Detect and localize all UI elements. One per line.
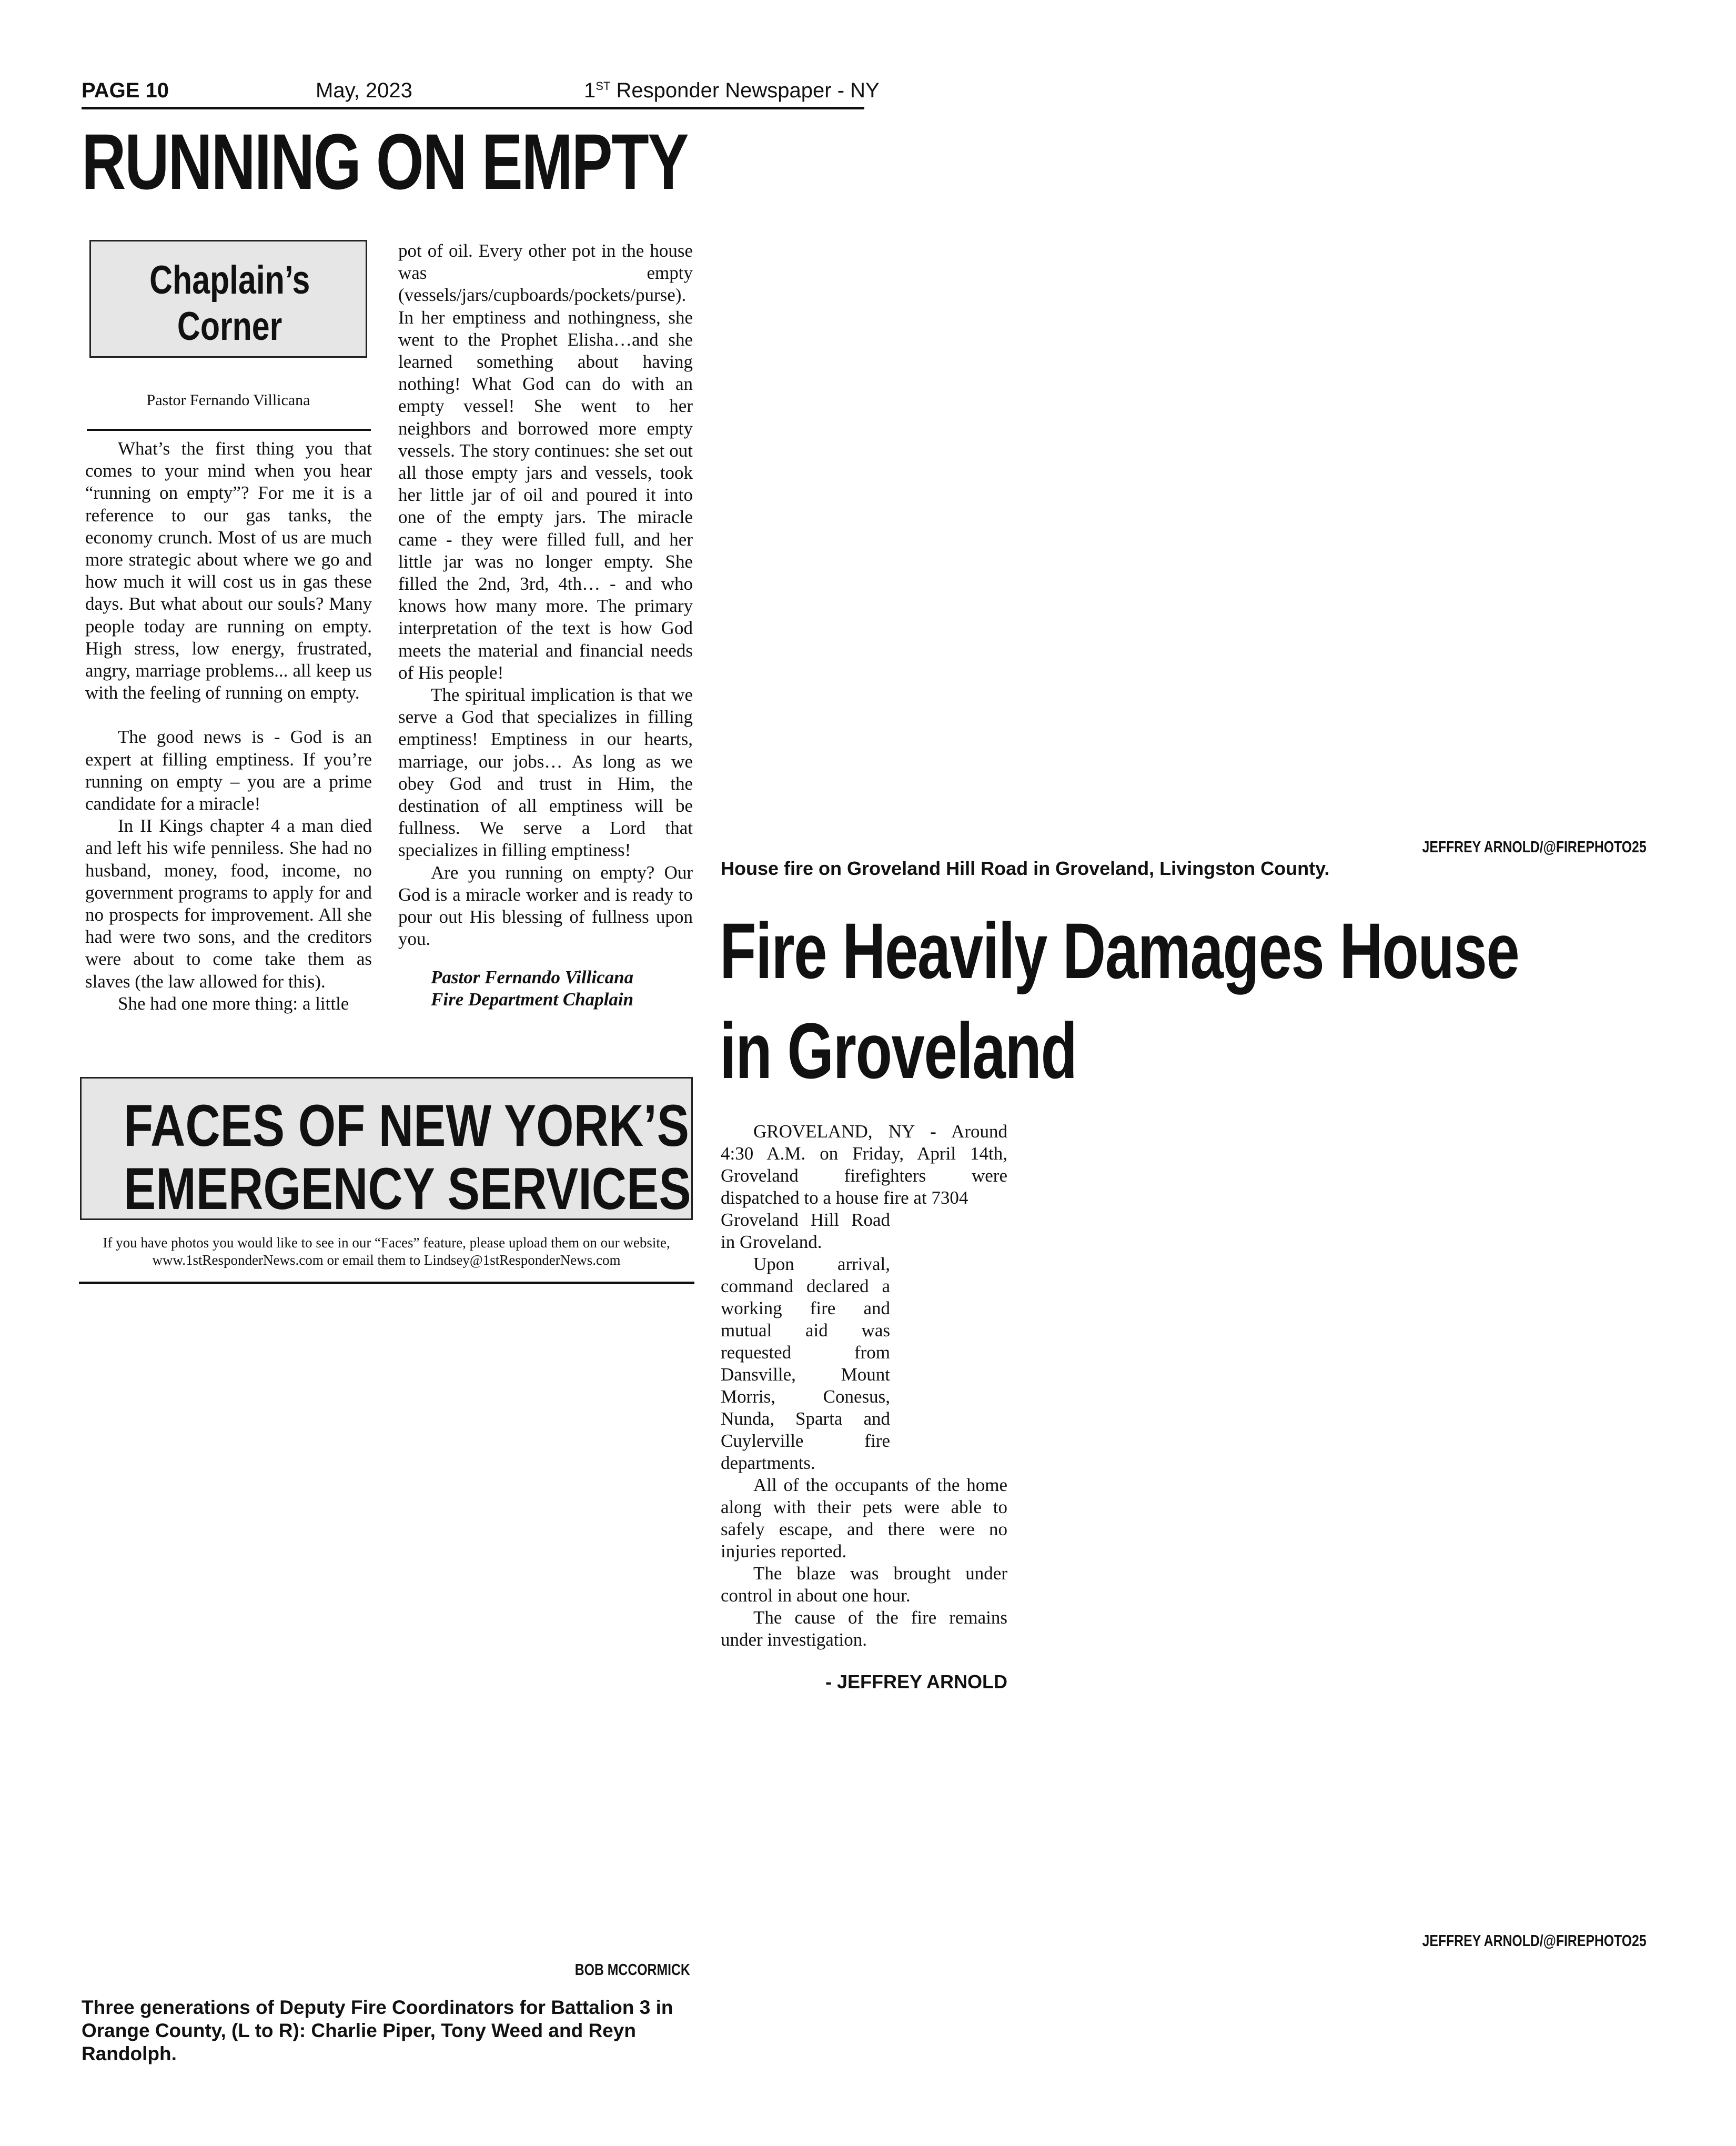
- paper-prefix: 1: [584, 79, 596, 102]
- paragraph: Upon arrival, command declared a working fire and mutual aid was requested from Dansville, Mount Morris, Conesus, Nunda, Sparta and Cuylerville fire departments.: [721, 1254, 890, 1473]
- faces-title-line1: FACES OF NEW YORK’S: [124, 1093, 689, 1158]
- photo-credit: [1315, 1931, 1647, 1950]
- faces-feature-title: [124, 1094, 691, 1221]
- paragraph: pot of oil. Every other pot in the house was empty (vessels/jars/cupboards/pockets/purse). In her emptiness and nothingness, she went to the Prophet Elisha…and she learned something about having nothing! What God can do with an empty vessel! She went to her neighbors and borrowed more empty vessels. The story continues: she set out all those empty jars and vessels, took her little jar of oil and poured it into one of the empty jars. The miracle came - they were filled full, and her little jar was no longer empty. She filled the 2nd, 3rd, 4th… - and who knows how many more. The primary interpretation of the text is how God meets the material and financial needs of His people!: [398, 240, 693, 683]
- paragraph: The spiritual implication is that we serve a God that specializes in filling emptiness! Emptiness in our hearts, marriage, our jobs… As long as we obey God and trust in Him, the destination of all emptiness will be fullness. We serve a Lord that specializes in filling emptiness!: [398, 684, 693, 861]
- article-column-1: [85, 438, 372, 1015]
- chaplains-corner-line2: Corner: [177, 304, 282, 349]
- paragraph: The blaze was brought under control in about one hour.: [721, 1563, 1007, 1606]
- photo-caption: Three generations of Deputy Fire Coordinators for Battalion 3 in Orange County, (L to R): Charlie Piper, Tony Weed and Reyn Randolph.: [82, 1997, 673, 2064]
- paragraph: GROVELAND, NY - Around 4:30 A.M. on Friday, April 14th, Groveland firefighters were dispatched to a house fire at 7304: [721, 1121, 1007, 1208]
- newspaper-name: [584, 79, 880, 103]
- article-signature: - JEFFREY ARNOLD: [825, 1671, 1007, 1692]
- paragraph: All of the occupants of the home along with their pets were able to safely escape, and there were no injuries reported.: [721, 1475, 1007, 1561]
- photo-credit: [1315, 838, 1647, 857]
- photo-credit-text: JEFFREY ARNOLD/@FIREPHOTO25: [1422, 838, 1647, 856]
- author-byline: Pastor Fernando Villicana: [146, 391, 310, 409]
- paragraph: Groveland Hill Road in Groveland.: [721, 1210, 890, 1252]
- article-body: [721, 1121, 1007, 1651]
- paragraph: Are you running on empty? Our God is a miracle worker and is ready to pour out His blessing of fullness upon you.: [398, 862, 693, 950]
- faces-note-line2: www.1stResponderNews.com or email them to Lindsey@1stResponderNews.com: [152, 1252, 621, 1268]
- chaplains-corner-line1: Chaplain’s: [149, 258, 310, 303]
- faces-submission-note: [80, 1234, 693, 1269]
- author-signature: [431, 966, 693, 1011]
- photo-credit-text: JEFFREY ARNOLD/@FIREPHOTO25: [1422, 1931, 1647, 1950]
- paragraph: The good news is - God is an expert at filling emptiness. If you’re running on empty – you are a prime candidate for a miracle!: [85, 727, 372, 814]
- faces-title-line2: EMERGENCY SERVICES: [124, 1156, 691, 1222]
- header-rule: [82, 107, 864, 109]
- paper-rest: Responder Newspaper - NY: [610, 79, 880, 102]
- faces-feature-box: [80, 1077, 693, 1220]
- paragraph: The cause of the fire remains under investigation.: [721, 1607, 1007, 1650]
- faces-rule: [79, 1282, 694, 1284]
- signature-title: Fire Department Chaplain: [431, 989, 634, 1010]
- paragraph: What’s the first thing you that comes to your mind when you hear “running on empty”? For me it is a reference to our gas tanks, the economy crunch. Most of us are much more strategic about where we go and how much it will cost us in gas these days. But what about our souls? Many people today are running on empty. High stress, low energy, frustrated, angry, marriage problems... all keep us with the feeling of running on empty.: [85, 438, 372, 703]
- headline-line2: in Groveland: [720, 1006, 1077, 1095]
- issue-date: May, 2023: [316, 79, 412, 102]
- faces-note-line1: If you have photos you would like to see in our “Faces” feature, please upload them on our website,: [103, 1235, 670, 1251]
- headline-line1: Fire Heavily Damages House: [720, 906, 1519, 995]
- paragraph: She had one more thing: a little: [118, 993, 349, 1014]
- chaplains-corner-box: [89, 240, 367, 358]
- paragraph: In II Kings chapter 4 a man died and left his wife penniless. She had no husband, money, food, income, no government programs to apply for and no prospects for improvement. All she had were two sons, and the creditors were about to come take them as slaves (the law allowed for this).: [85, 815, 372, 992]
- chaplains-corner-title: [91, 257, 369, 350]
- photo-credit: [526, 1960, 690, 1979]
- photo-credit-text: BOB MCCORMICK: [574, 1960, 690, 1979]
- paper-superscript: ST: [596, 79, 611, 93]
- page-number: PAGE 10: [82, 79, 169, 102]
- article-headline: [720, 901, 1519, 1101]
- article-column-2: [398, 240, 693, 1011]
- photo-caption: House fire on Groveland Hill Road in Groveland, Livingston County.: [721, 858, 1330, 879]
- signature-name: Pastor Fernando Villicana: [431, 966, 634, 988]
- article-headline: RUNNING ON EMPTY: [82, 117, 688, 206]
- byline-rule: [87, 429, 371, 431]
